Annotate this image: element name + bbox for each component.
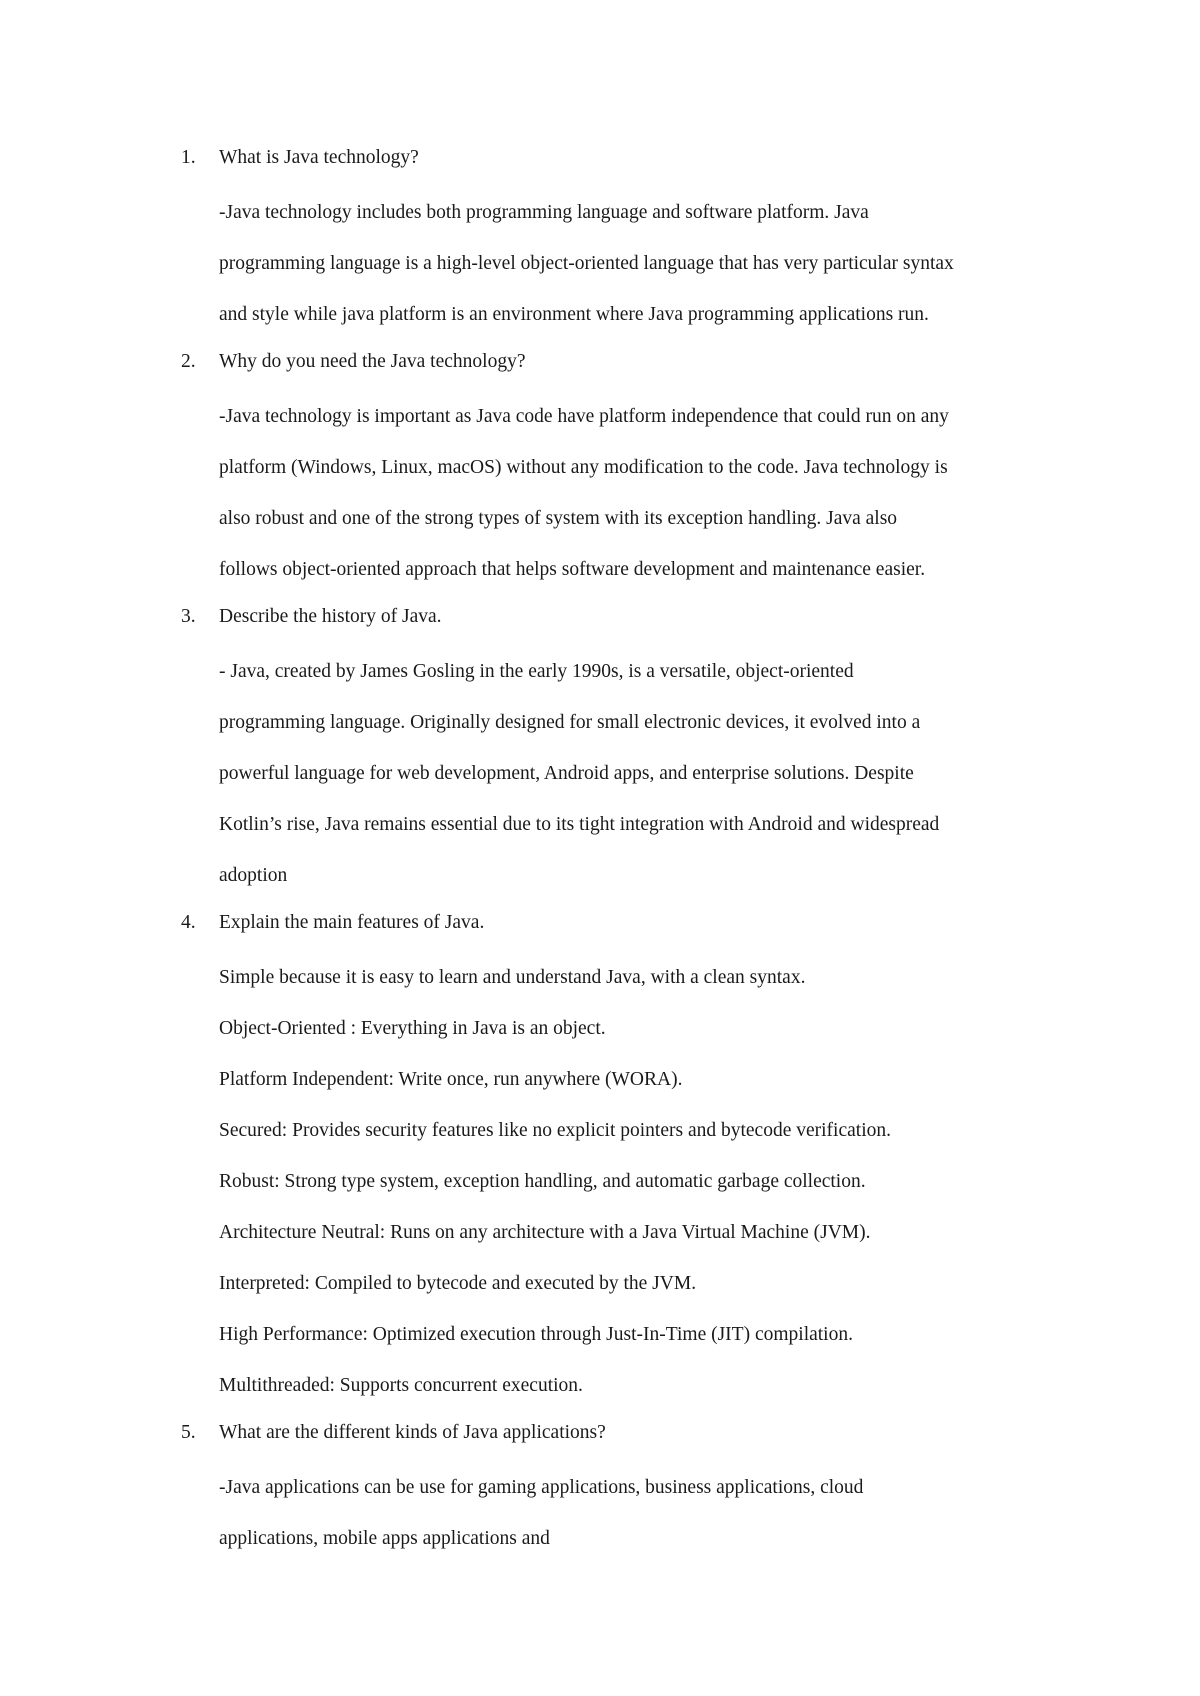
question-header bbox=[0, 595, 1200, 646]
answer-line: also robust and one of the strong types of system with its exception handling. Java also bbox=[219, 508, 898, 529]
question-number: 2. bbox=[181, 351, 196, 372]
answer-paragraph bbox=[219, 187, 1059, 340]
question-title: What is Java technology? bbox=[219, 147, 419, 168]
question-title: Explain the main features of Java. bbox=[219, 912, 485, 933]
feature-item: Object-Oriented : Everything in Java is an object. bbox=[219, 1018, 606, 1039]
answer-paragraph bbox=[219, 1462, 1059, 1564]
question-number: 5. bbox=[181, 1422, 196, 1443]
answer-line: follows object-oriented approach that helps software development and maintenance easier. bbox=[219, 559, 926, 580]
question-header bbox=[0, 136, 1200, 187]
answer-line: applications, mobile apps applications and bbox=[219, 1528, 550, 1549]
answer-line: - Java, created by James Gosling in the early 1990s, is a versatile, object-oriented bbox=[219, 661, 854, 682]
answer-line: programming language. Originally designed for small electronic devices, it evolved into a bbox=[219, 712, 921, 733]
question-number: 4. bbox=[181, 912, 196, 933]
answer-paragraph bbox=[219, 646, 1059, 901]
feature-list bbox=[219, 952, 1059, 1411]
answer-line: programming language is a high-level object-oriented language that has very particular syntax bbox=[219, 253, 954, 274]
answer-line: -Java applications can be use for gaming applications, business applications, cloud bbox=[219, 1477, 864, 1498]
question-3 bbox=[0, 595, 1200, 901]
feature-item: Platform Independent: Write once, run anywhere (WORA). bbox=[219, 1069, 683, 1090]
answer-line: -Java technology is important as Java code have platform independence that could run on any bbox=[219, 406, 949, 427]
question-header bbox=[0, 1411, 1200, 1462]
answer-line: powerful language for web development, Android apps, and enterprise solutions. Despite bbox=[219, 763, 914, 784]
answer-line: platform (Windows, Linux, macOS) without any modification to the code. Java technology is bbox=[219, 457, 948, 478]
feature-item: High Performance: Optimized execution through Just-In-Time (JIT) compilation. bbox=[219, 1324, 853, 1345]
answer-line: -Java technology includes both programming language and software platform. Java bbox=[219, 202, 869, 223]
question-list bbox=[0, 136, 1200, 1564]
question-number: 3. bbox=[181, 606, 196, 627]
question-header bbox=[0, 340, 1200, 391]
feature-item: Secured: Provides security features like no explicit pointers and bytecode verification. bbox=[219, 1120, 891, 1141]
answer-paragraph bbox=[219, 391, 1059, 595]
question-4 bbox=[0, 901, 1200, 1411]
feature-item: Interpreted: Compiled to bytecode and executed by the JVM. bbox=[219, 1273, 697, 1294]
question-header bbox=[0, 901, 1200, 952]
answer-line: adoption bbox=[219, 865, 288, 886]
question-1 bbox=[0, 136, 1200, 340]
feature-item: Robust: Strong type system, exception handling, and automatic garbage collection. bbox=[219, 1171, 866, 1192]
feature-item: Architecture Neutral: Runs on any architecture with a Java Virtual Machine (JVM). bbox=[219, 1222, 871, 1243]
question-title: Why do you need the Java technology? bbox=[219, 351, 526, 372]
question-title: What are the different kinds of Java applications? bbox=[219, 1422, 606, 1443]
answer-line: and style while java platform is an environment where Java programming applications run. bbox=[219, 304, 929, 325]
question-5 bbox=[0, 1411, 1200, 1564]
feature-item: Simple because it is easy to learn and understand Java, with a clean syntax. bbox=[219, 967, 806, 988]
feature-item: Multithreaded: Supports concurrent execution. bbox=[219, 1375, 583, 1396]
question-number: 1. bbox=[181, 147, 196, 168]
answer-line: Kotlin’s rise, Java remains essential due to its tight integration with Android and widespread bbox=[219, 814, 940, 835]
question-2 bbox=[0, 340, 1200, 595]
question-title: Describe the history of Java. bbox=[219, 606, 442, 627]
